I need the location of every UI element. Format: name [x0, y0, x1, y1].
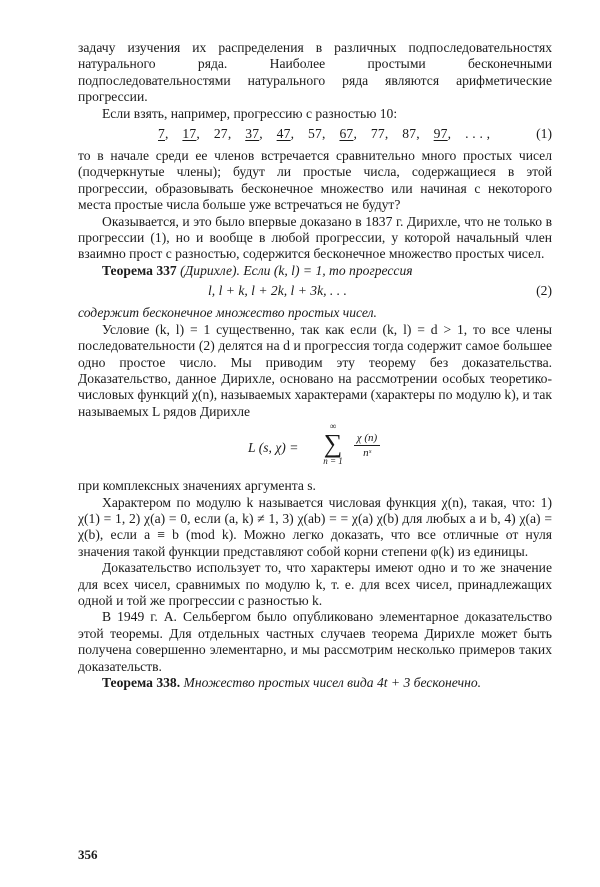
summation-sigma: ∑ — [323, 429, 343, 459]
sequence-term-prime: 47 — [276, 126, 291, 142]
sequence-term: 27 — [213, 126, 228, 142]
paragraph-example: Если взять, например, прогрессию с разностью 10: — [102, 105, 398, 121]
l-series-lhs: L (s, χ) = — [248, 440, 299, 456]
theorem-337-conclusion: содержит бесконечное множество простых чисел. — [78, 305, 377, 321]
sequence-tail: . . . , — [465, 126, 491, 142]
sequence-term-prime: 7 — [158, 126, 165, 142]
paragraph-question: то в начале среди ее членов встречается сравнительно много простых чисел (подчеркнутые члены); будут ли простые числа, содержащиеся в этой прогрессии, образовывать бесконечное множество или начиная с некоторого места простые числа больше уже встречаться не будут? — [78, 148, 552, 213]
sequence-term: 57 — [308, 126, 323, 142]
paragraph-complex-args: при комплексных значениях аргумента s. — [78, 478, 316, 494]
sequence-term-prime: 97 — [433, 126, 448, 142]
sequence-term-prime: 37 — [245, 126, 260, 142]
paragraph-dirichlet-1837: Оказывается, и это было впервые доказано в 1837 г. Дирихле, что не только в прогрессии (1), но и вообще в любой прогрессии, у которой начальный член взаимно прост с разностью, содержится бесконечное множество простых чисел. — [78, 213, 552, 262]
paragraph-character-def: Характером по модулю k называется числовая функция χ(n), такая, что: 1) χ(1) = 1, 2) χ(a) = 0, если (a, k) ≠ 1, 3) χ(ab) = = χ(a) χ(b) для любых a и b, 4) χ(a) = χ(b), если a ≡ b (mod k). Можно легко доказать, что все отличные от нуля значения такой функции представляют собой корни степени φ(k) из единицы. — [78, 494, 552, 559]
paragraph-proof-uses: Доказательство использует то, что характеры имеют одно и то же значение для всех чисел, сравнимых по модулю k, т. е. для всех чисел, принадлежащих одной и той же прогрессии с разностью k. — [78, 560, 552, 608]
page-number: 356 — [78, 847, 98, 862]
equation-2-body: l, l + k, l + 2k, l + 3k, . . . — [208, 283, 347, 299]
theorem-337-label: Теорема 337 — [102, 262, 177, 278]
sequence-term-prime: 17 — [182, 126, 197, 142]
fraction-numerator: χ (n) — [356, 432, 378, 445]
page-body — [78, 40, 552, 691]
summation — [318, 422, 348, 466]
equation-1 — [78, 122, 552, 148]
fraction-denominator: nˢ — [363, 447, 371, 460]
theorem-337-statement: (Дирихле). Если (k, l) = 1, то прогрессия — [176, 262, 413, 278]
equation-2 — [78, 279, 552, 305]
sequence-term: 77 — [370, 126, 385, 142]
l-series-fraction — [354, 432, 380, 459]
paragraph-condition: Условие (k, l) = 1 существенно, так как если (k, l) = d > 1, то все члены последовательности (2) делятся на d и прогрессия тогда содержит самое большее одно простое число. Мы приводим эту теорему без доказательства. Доказательство, данное Дирихле, основано на рассмотрении особых теоретико-числовых функций χ(n), называемых характерами (характеры по модулю k), и так называемых L рядов Дирихле — [78, 321, 552, 419]
paragraph-selberg: В 1949 г. А. Сельбергом было опубликовано элементарное доказательство этой теоремы. Для отдельных частных случаев теорема Дирихле может быть получена совершенно элементарно, и мы рассмотрим несколько примеров таких доказательств. — [78, 609, 552, 674]
sequence-term-prime: 67 — [339, 126, 354, 142]
theorem-338-label: Теорема 338. — [102, 675, 181, 690]
theorem-337 — [78, 263, 552, 279]
summation-upper: ∞ — [329, 421, 337, 432]
paragraph-intro: задачу изучения их распределения в различных подпоследовательностях натурального ряда. Наиболее простыми бесконечными подпоследовательностями натурального ряда являются арифметические прогрессии. — [78, 40, 552, 105]
theorem-338 — [78, 675, 552, 691]
progression-sequence: 7, 17, 27, 37, 47, 57, 67, 77, 87, 97, . . . , — [158, 126, 491, 142]
dirichlet-l-series — [78, 420, 552, 478]
equation-1-number: (1) — [536, 126, 552, 142]
summation-lower: n = 1 — [323, 456, 343, 467]
sequence-term: 87 — [402, 126, 417, 142]
theorem-338-statement: Множество простых чисел вида 4t + 3 бесконечно. — [180, 675, 482, 690]
equation-2-number: (2) — [536, 283, 552, 299]
fraction-bar — [354, 445, 380, 446]
